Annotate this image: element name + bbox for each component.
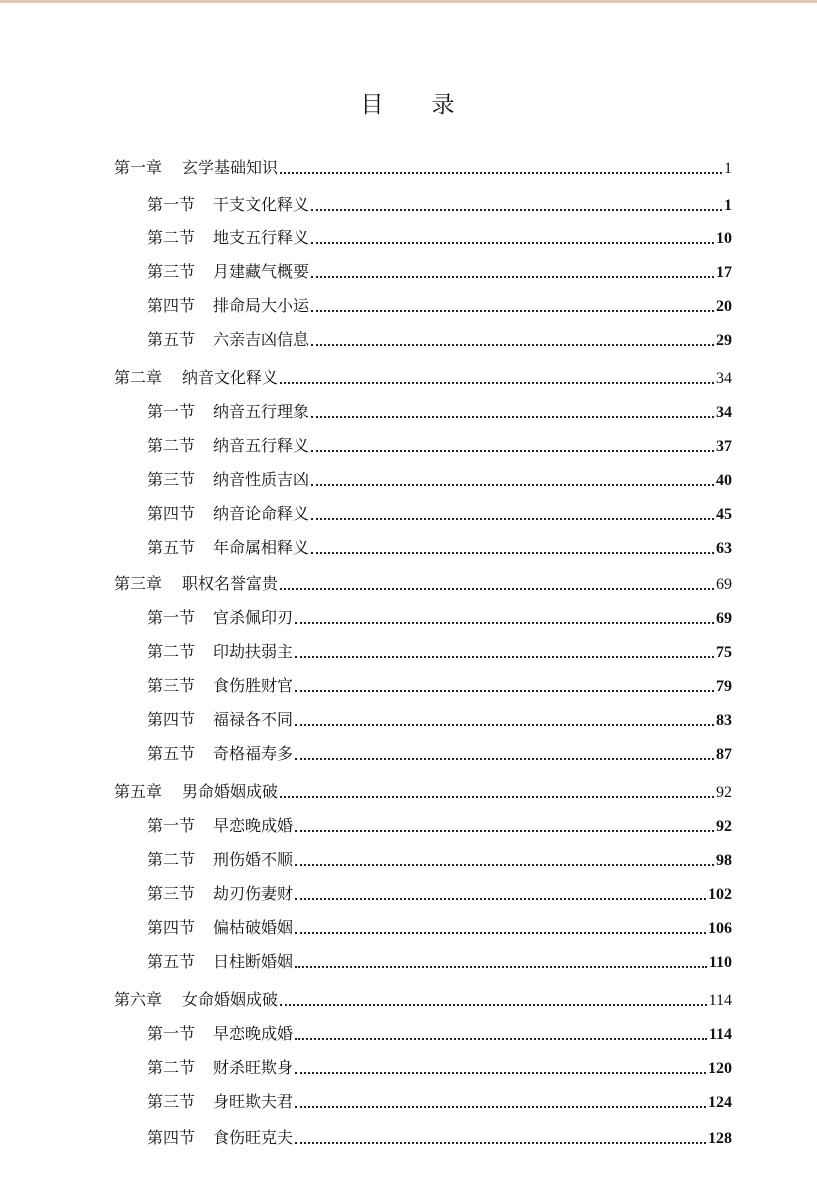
dot-leader <box>295 1072 706 1074</box>
title-char-2: 录 <box>431 92 457 118</box>
toc-section-entry[interactable] <box>147 504 732 525</box>
entry-page-number: 17 <box>716 264 732 281</box>
entry-title: 职权名誉富贵 <box>182 574 279 593</box>
toc-section-entry[interactable] <box>147 228 732 249</box>
entry-page-number: 114 <box>708 1026 732 1043</box>
entry-title: 女命婚姻成破 <box>182 990 279 1009</box>
entry-title: 福禄各不同 <box>213 710 294 729</box>
dot-leader <box>295 1106 706 1108</box>
toc-section-entry[interactable] <box>147 538 732 559</box>
entry-title: 纳音五行释义 <box>213 436 310 455</box>
toc-chapter-entry[interactable] <box>114 158 732 179</box>
dot-leader <box>280 172 722 174</box>
dot-leader <box>295 724 714 726</box>
entry-number: 第四节 <box>147 1128 196 1147</box>
entry-page-number: 92 <box>716 818 732 835</box>
dot-leader <box>295 966 707 968</box>
entry-title: 刑伤婚不顺 <box>213 850 294 869</box>
entry-number: 第一节 <box>147 402 196 421</box>
entry-page-number: 114 <box>708 992 732 1009</box>
entry-page-number: 40 <box>716 472 732 489</box>
toc-section-entry[interactable] <box>147 744 732 765</box>
entry-page-number: 75 <box>716 644 732 661</box>
dot-leader <box>295 830 714 832</box>
entry-title: 地支五行释义 <box>213 228 310 247</box>
entry-title: 劫刃伤妻财 <box>213 884 294 903</box>
toc-section-entry[interactable] <box>147 1128 732 1149</box>
entry-page-number: 1 <box>724 197 732 214</box>
entry-title: 早恋晚成婚 <box>213 1024 294 1043</box>
entry-number: 第一节 <box>147 195 196 214</box>
entry-number: 第六章 <box>114 990 163 1009</box>
entry-number: 第一节 <box>147 1024 196 1043</box>
toc-section-entry[interactable] <box>147 676 732 697</box>
entry-page-number: 92 <box>716 784 732 801</box>
entry-number: 第四节 <box>147 918 196 937</box>
entry-number: 第二节 <box>147 436 196 455</box>
entry-title: 纳音文化释义 <box>182 368 279 387</box>
entry-number: 第三章 <box>114 574 163 593</box>
toc-section-entry[interactable] <box>147 642 732 663</box>
entry-title: 财杀旺欺身 <box>213 1058 294 1077</box>
entry-title: 年命属相释义 <box>213 538 310 557</box>
entry-number: 第二章 <box>114 368 163 387</box>
dot-leader <box>311 344 714 346</box>
dot-leader <box>295 864 714 866</box>
entry-page-number: 34 <box>716 370 732 387</box>
entry-title: 食伤旺克夫 <box>213 1128 294 1147</box>
entry-page-number: 63 <box>716 540 732 557</box>
dot-leader <box>311 209 722 211</box>
dot-leader <box>311 552 714 554</box>
entry-title: 男命婚姻成破 <box>182 782 279 801</box>
entry-page-number: 34 <box>716 404 732 421</box>
entry-title: 身旺欺夫君 <box>213 1092 294 1111</box>
dot-leader <box>311 276 714 278</box>
entry-title: 六亲吉凶信息 <box>213 330 310 349</box>
dot-leader <box>295 690 714 692</box>
entry-page-number: 87 <box>716 746 732 763</box>
entry-title: 日柱断婚姻 <box>213 952 294 971</box>
entry-page-number: 29 <box>716 332 732 349</box>
toc-section-entry[interactable] <box>147 884 732 905</box>
toc-section-entry[interactable] <box>147 710 732 731</box>
entry-number: 第五节 <box>147 330 196 349</box>
entry-page-number: 106 <box>708 920 732 937</box>
entry-title: 纳音五行理象 <box>213 402 310 421</box>
entry-number: 第五节 <box>147 952 196 971</box>
entry-number: 第三节 <box>147 262 196 281</box>
entry-page-number: 124 <box>708 1094 732 1111</box>
toc-chapter-entry[interactable] <box>114 990 732 1011</box>
toc-section-entry[interactable] <box>147 262 732 283</box>
toc-section-entry[interactable] <box>147 296 732 317</box>
entry-page-number: 102 <box>708 886 732 903</box>
toc-section-entry[interactable] <box>147 1058 732 1079</box>
dot-leader <box>311 484 714 486</box>
toc-section-entry[interactable] <box>147 330 732 351</box>
entry-page-number: 98 <box>716 852 732 869</box>
entry-page-number: 128 <box>708 1130 732 1147</box>
entry-number: 第二节 <box>147 850 196 869</box>
entry-number: 第五节 <box>147 538 196 557</box>
toc-chapter-entry[interactable] <box>114 574 732 595</box>
entry-page-number: 83 <box>716 712 732 729</box>
entry-page-number: 69 <box>716 576 732 593</box>
toc-section-entry[interactable] <box>147 470 732 491</box>
toc-section-entry[interactable] <box>147 850 732 871</box>
entry-number: 第四节 <box>147 504 196 523</box>
dot-leader <box>280 1004 707 1006</box>
toc-chapter-entry[interactable] <box>114 368 732 389</box>
entry-page-number: 120 <box>708 1060 732 1077</box>
entry-page-number: 79 <box>716 678 732 695</box>
entry-page-number: 69 <box>716 610 732 627</box>
dot-leader <box>280 588 714 590</box>
entry-title: 干支文化释义 <box>213 195 310 214</box>
entry-number: 第二节 <box>147 1058 196 1077</box>
dot-leader <box>295 758 714 760</box>
dot-leader <box>311 518 714 520</box>
toc-section-entry[interactable] <box>147 816 732 837</box>
entry-number: 第一节 <box>147 608 196 627</box>
entry-number: 第四节 <box>147 296 196 315</box>
entry-title: 食伤胜财官 <box>213 676 294 695</box>
entry-page-number: 45 <box>716 506 732 523</box>
entry-title: 玄学基础知识 <box>182 158 279 177</box>
dot-leader <box>295 932 706 934</box>
entry-number: 第一章 <box>114 158 163 177</box>
title-char-1: 目 <box>360 92 386 118</box>
toc-section-entry[interactable] <box>147 1092 732 1113</box>
dot-leader <box>295 1142 706 1144</box>
dot-leader <box>311 416 714 418</box>
entry-page-number: 37 <box>716 438 732 455</box>
dot-leader <box>280 382 714 384</box>
dot-leader <box>295 656 714 658</box>
entry-page-number: 20 <box>716 298 732 315</box>
entry-title: 排命局大小运 <box>213 296 310 315</box>
dot-leader <box>311 450 714 452</box>
toc-section-entry[interactable] <box>147 402 732 423</box>
toc-section-entry[interactable] <box>147 436 732 457</box>
dot-leader <box>311 242 714 244</box>
toc-section-entry[interactable] <box>147 608 732 629</box>
entry-number: 第四节 <box>147 710 196 729</box>
dot-leader <box>311 310 714 312</box>
entry-number: 第三节 <box>147 470 196 489</box>
entry-title: 偏枯破婚姻 <box>213 918 294 937</box>
entry-title: 纳音论命释义 <box>213 504 310 523</box>
entry-number: 第三节 <box>147 1092 196 1111</box>
entry-number: 第五节 <box>147 744 196 763</box>
dot-leader <box>295 622 714 624</box>
dot-leader <box>295 898 706 900</box>
entry-number: 第二节 <box>147 642 196 661</box>
toc-section-entry[interactable] <box>147 918 732 939</box>
entry-title: 早恋晚成婚 <box>213 816 294 835</box>
entry-page-number: 10 <box>716 230 732 247</box>
entry-title: 奇格福寿多 <box>213 744 294 763</box>
toc-chapter-entry[interactable] <box>114 782 732 803</box>
entry-title: 官杀佩印刃 <box>213 608 294 627</box>
entry-number: 第一节 <box>147 816 196 835</box>
entry-page-number: 110 <box>708 954 732 971</box>
toc-section-entry[interactable] <box>147 952 732 973</box>
dot-leader <box>280 796 714 798</box>
entry-title: 纳音性质吉凶 <box>213 470 310 489</box>
entry-number: 第五章 <box>114 782 163 801</box>
entry-title: 印劫扶弱主 <box>213 642 294 661</box>
dot-leader <box>295 1038 707 1040</box>
entry-number: 第三节 <box>147 884 196 903</box>
entry-number: 第三节 <box>147 676 196 695</box>
toc-section-entry[interactable] <box>147 195 732 216</box>
entry-page-number: 1 <box>724 160 732 177</box>
entry-number: 第二节 <box>147 228 196 247</box>
entry-title: 月建藏气概要 <box>213 262 310 281</box>
toc-section-entry[interactable] <box>147 1024 732 1045</box>
